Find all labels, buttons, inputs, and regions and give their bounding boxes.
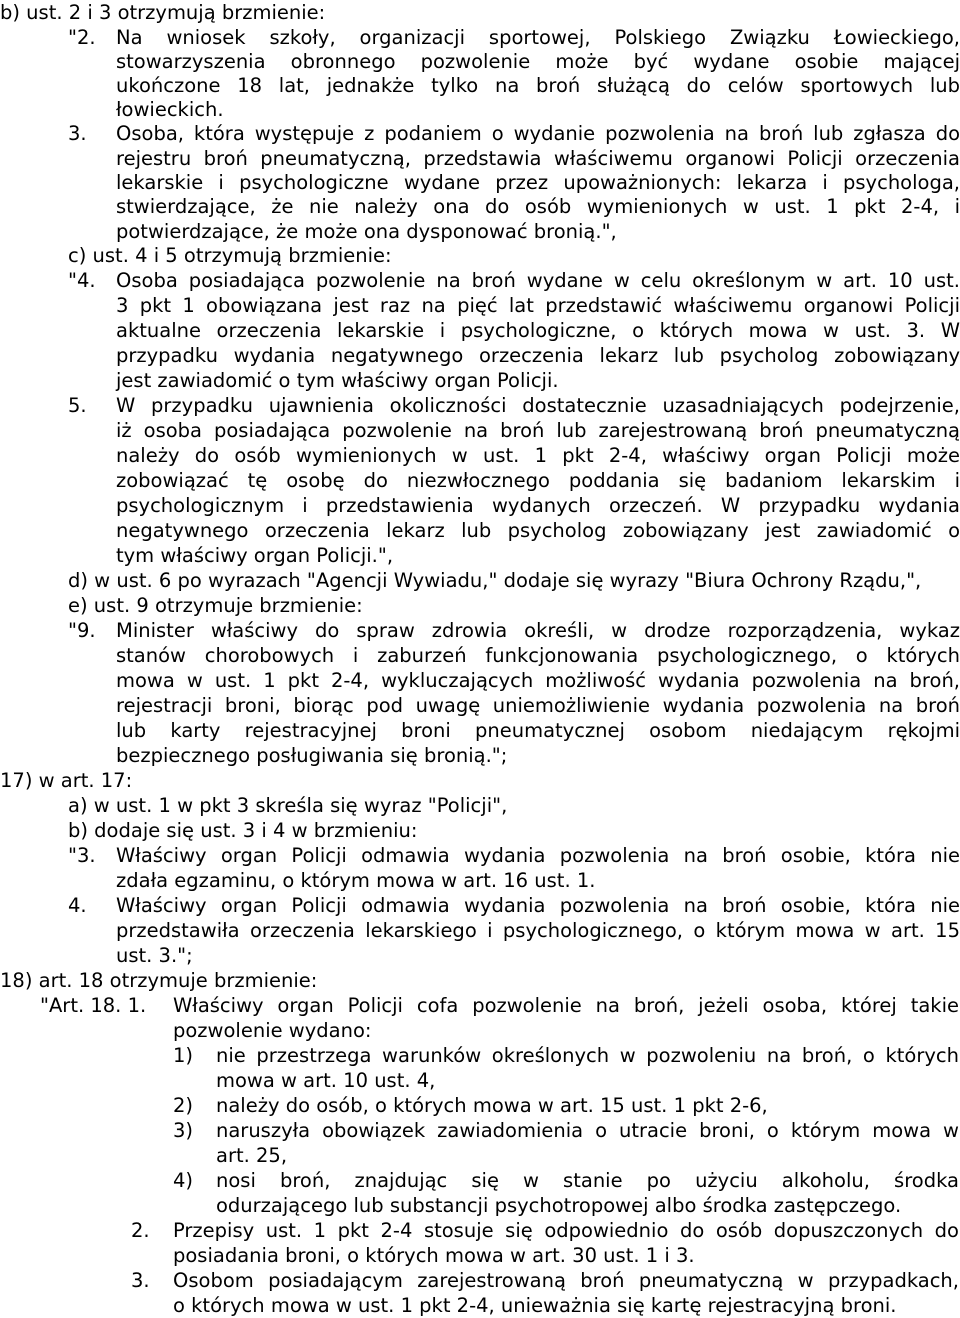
line-text: przedstawiła orzeczenia lekarskiego i psychologicznego, o którym mowa w art. 15 <box>116 919 960 942</box>
line-text: Na wniosek szkoły, organizacji sportowej, Polskiego Związku Łowieckiego, <box>116 26 960 49</box>
item-marker: 3. <box>68 122 87 145</box>
line-text: lekarskie i psychologiczne wydane przez upoważnionych: lekarza i psychologa, <box>116 171 960 194</box>
line-text: zdała egzaminu, o którym mowa w art. 16 ust. 1. <box>116 869 596 892</box>
line-text: rejestracji broni, biorąc pod uwagę uniemożliwienie wydania pozwolenia na broń <box>116 694 960 717</box>
line-text: Osoba, która występuje z podaniem o wydanie pozwolenia na broń lub zgłasza do <box>116 122 960 145</box>
line-text: 3 pkt 1 obowiązana jest raz na pięć lat przedstawić właściwemu organowi Policji <box>116 294 960 317</box>
line-text: 17) w art. 17: <box>0 769 133 792</box>
line-text: b) dodaje się ust. 3 i 4 w brzmieniu: <box>68 819 418 842</box>
line-text: Przepisy ust. 1 pkt 2-4 stosuje się odpowiednio do osób dopuszczonych do <box>173 1219 959 1242</box>
line-text: łowieckich. <box>116 98 224 121</box>
line-text: nie przestrzega warunków określonych w pozwoleniu na broń, o których <box>216 1044 959 1067</box>
line-text: stwierdzające, że nie należy ona do osób wymienionych w ust. 1 pkt 2-4, i <box>116 195 960 218</box>
line-text: przypadku wydania negatywnego orzeczenia lekarz lub psycholog zobowiązany <box>116 344 960 367</box>
line-text: rejestru broń pneumatyczną, przedstawia właściwemu organowi Policji orzeczenia <box>116 147 960 170</box>
line-text: potwierdzające, że może ona dysponować bronią.", <box>116 220 617 243</box>
line-text: lub karty rejestracyjnej broni pneumatycznej osobom niedającym rękojmi <box>116 719 960 742</box>
item-marker: "Art. 18. 1. <box>40 994 147 1017</box>
line-text: o których mowa w ust. 1 pkt 2-4, unieważnia się kartę rejestracyjną broni. <box>173 1294 897 1317</box>
line-text: a) w ust. 1 w pkt 3 skreśla się wyraz "Policji", <box>68 794 508 817</box>
item-marker: 1) <box>173 1044 194 1067</box>
line-text: stowarzyszenia obronnego pozwolenie może być wydane osobie mającej <box>116 50 960 73</box>
line-text: b) ust. 2 i 3 otrzymują brzmienie: <box>0 1 326 24</box>
line-text: jest zawiadomić o tym właściwy organ Policji. <box>116 369 559 392</box>
line-text: Właściwy organ Policji cofa pozwolenie na broń, jeżeli osoba, której takie <box>173 994 959 1017</box>
line-text: Właściwy organ Policji odmawia wydania pozwolenia na broń osobie, która nie <box>116 894 960 917</box>
item-marker: 3. <box>131 1269 150 1292</box>
line-text: e) ust. 9 otrzymuje brzmienie: <box>68 594 363 617</box>
line-text: 18) art. 18 otrzymuje brzmienie: <box>0 969 318 992</box>
item-marker: "2. <box>68 26 96 49</box>
item-marker: 4) <box>173 1169 194 1192</box>
item-marker: 3) <box>173 1119 194 1142</box>
line-text: ust. 3."; <box>116 944 193 967</box>
line-text: d) w ust. 6 po wyrazach "Agencji Wywiadu," dodaje się wyrazy "Biura Ochrony Rządu,", <box>68 569 922 592</box>
line-text: art. 25, <box>216 1144 288 1167</box>
item-marker: "4. <box>68 269 96 292</box>
line-text: należy do osób, o których mowa w art. 15 ust. 1 pkt 2-6, <box>216 1094 768 1117</box>
line-text: tym właściwy organ Policji.", <box>116 544 394 567</box>
line-text: bezpiecznego posługiwania się bronią."; <box>116 744 508 767</box>
line-text: negatywnego orzeczenia lekarz lub psycholog zobowiązany jest zawiadomić o <box>116 519 960 542</box>
line-text: psychologicznym i przedstawienia wydanych orzeczeń. W przypadku wydania <box>116 494 960 517</box>
line-text: c) ust. 4 i 5 otrzymują brzmienie: <box>68 244 392 267</box>
line-text: iż osoba posiadająca pozwolenie na broń lub zarejestrowaną broń pneumatyczną <box>116 419 960 442</box>
line-text: posiadania broni, o których mowa w art. 30 ust. 1 i 3. <box>173 1244 695 1267</box>
line-text: naruszyła obowiązek zawiadomienia o utracie broni, o którym mowa w <box>216 1119 959 1142</box>
line-text: pozwolenie wydano: <box>173 1019 372 1042</box>
line-text: mowa w ust. 1 pkt 2-4, wykluczających możliwość wydania pozwolenia na broń, <box>116 669 960 692</box>
line-text: ukończone 18 lat, jednakże tylko na broń służącą do celów sportowych lub <box>116 74 960 97</box>
line-text: odurzającego lub substancji psychotropowej albo środka zastępczego. <box>216 1194 902 1217</box>
item-marker: "3. <box>68 844 96 867</box>
line-text: Minister właściwy do spraw zdrowia określi, w drodze rozporządzenia, wykaz <box>116 619 960 642</box>
line-text: należy do osób wymienionych w ust. 1 pkt 2-4, właściwy organ Policji może <box>116 444 960 467</box>
line-text: aktualne orzeczenia lekarskie i psychologiczne, o których mowa w ust. 3. W <box>116 319 960 342</box>
item-marker: "9. <box>68 619 96 642</box>
line-text: nosi broń, znajdując się w stanie po użyciu alkoholu, środka <box>216 1169 959 1192</box>
line-text: zobowiązać tę osobę do niezwłocznego poddania się badaniom lekarskim i <box>116 469 960 492</box>
item-marker: 2. <box>131 1219 150 1242</box>
item-marker: 4. <box>68 894 87 917</box>
line-text: Właściwy organ Policji odmawia wydania pozwolenia na broń osobie, która nie <box>116 844 960 867</box>
line-text: Osobom posiadającym zarejestrowaną broń pneumatyczną w przypadkach, <box>173 1269 959 1292</box>
item-marker: 5. <box>68 394 87 417</box>
item-marker: 2) <box>173 1094 194 1117</box>
line-text: stanów chorobowych i zaburzeń funkcjonowania psychologicznego, o których <box>116 644 960 667</box>
line-text: W przypadku ujawnienia okoliczności dostatecznie uzasadniających podejrzenie, <box>116 394 960 417</box>
line-text: Osoba posiadająca pozwolenie na broń wydane w celu określonym w art. 10 ust. <box>116 269 960 292</box>
line-text: mowa w art. 10 ust. 4, <box>216 1069 436 1092</box>
